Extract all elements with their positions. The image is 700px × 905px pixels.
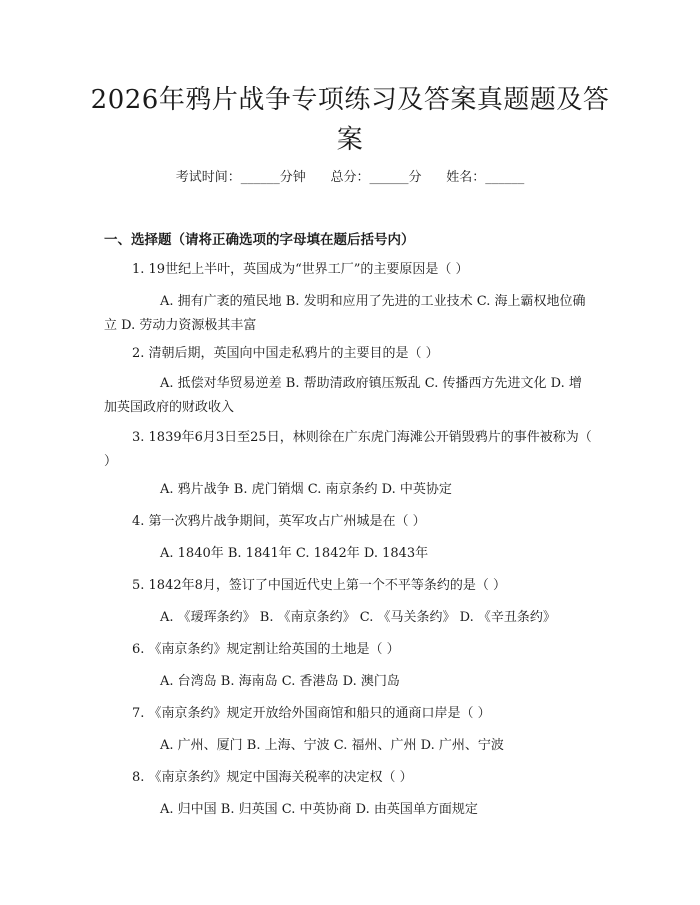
question-7: 7. 《南京条约》规定开放给外国商馆和船只的通商口岸是（ ）	[132, 706, 491, 721]
question-1-options: A. 拥有广袤的殖民地 B. 发明和应用了先进的工业技术 C. 海上霸权地位确立 D. 劳动力资源极其丰富	[104, 294, 586, 333]
question-1: 1. 19世纪上半叶，英国成为“世界工厂”的主要原因是（ ）	[132, 262, 469, 277]
question-5-options: A. 《瑷珲条约》 B. 《南京条约》 C. 《马关条约》 D. 《辛丑条约》	[160, 610, 556, 625]
section-heading: 一、选择题（请将正确选项的字母填在题后括号内）	[104, 232, 415, 248]
question-8-options: A. 归中国 B. 归英国 C. 中英协商 D. 由英国单方面规定	[160, 802, 478, 817]
question-7-options: A. 广州、厦门 B. 上海、宁波 C. 福州、广州 D. 广州、宁波	[160, 738, 504, 753]
question-4-options: A. 1840年 B. 1841年 C. 1842年 D. 1843年	[160, 546, 429, 561]
question-2: 2. 清朝后期，英国向中国走私鸦片的主要目的是（ ）	[132, 346, 439, 361]
question-6-options: A. 台湾岛 B. 海南岛 C. 香港岛 D. 澳门岛	[160, 674, 400, 689]
question-3-options: A. 鸦片战争 B. 虎门销烟 C. 南京条约 D. 中英协定	[160, 482, 452, 497]
question-4: 4. 第一次鸦片战争期间，英军攻占广州城是在（ ）	[132, 514, 426, 529]
document-title: 2026年鸦片战争专项练习及答案真题题及答案	[90, 85, 610, 155]
question-2-options: A. 抵偿对华贸易逆差 B. 帮助清政府镇压叛乱 C. 传播西方先进文化 D. 增加英国政府的财政收入	[104, 376, 582, 415]
question-8: 8. 《南京条约》规定中国海关税率的决定权（ ）	[132, 770, 413, 785]
question-5: 5. 1842年8月，签订了中国近代史上第一个不平等条约的是（ ）	[132, 578, 507, 593]
exam-meta-line: 考试时间：______分钟 总分：______分 姓名：______	[175, 170, 525, 185]
question-6: 6. 《南京条约》规定割让给英国的土地是（ ）	[132, 642, 400, 657]
question-3: 3. 1839年6月3日至25日，林则徐在广东虎门海滩公开销毁鸦片的事件被称为（ ）	[104, 430, 592, 469]
